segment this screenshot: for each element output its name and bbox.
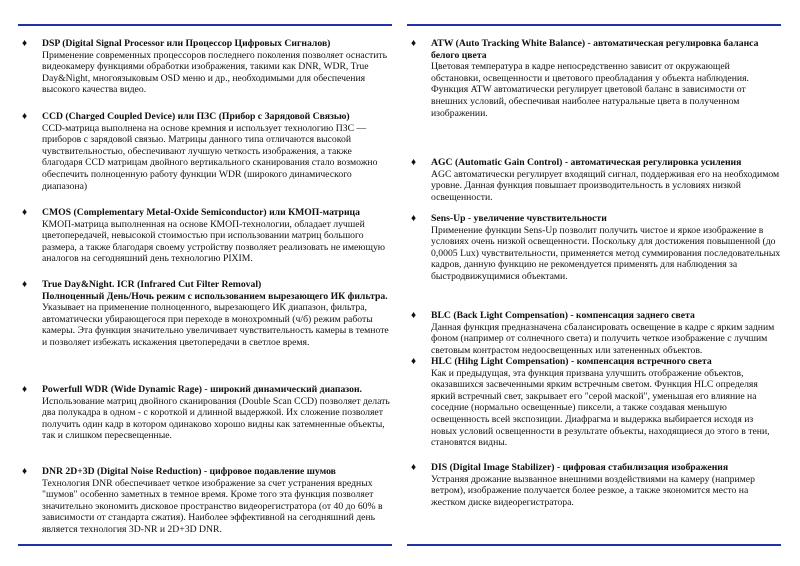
- diamond-bullet-icon: ♦: [411, 310, 417, 321]
- feature-title: DSP (Digital Signal Processor или Процессор Цифровых Сигналов): [42, 38, 331, 49]
- feature-item-true-day-night: [18, 279, 392, 349]
- left-page: [18, 24, 392, 546]
- top-rule: [18, 24, 392, 26]
- feature-title: ATW (Auto Tracking White Balance) - автоматическая регулировка баланса белого цвета: [431, 38, 759, 61]
- diamond-bullet-icon: ♦: [22, 466, 28, 477]
- feature-item-dis: [407, 462, 781, 508]
- feature-title: DIS (Digital Image Stabilizer) - цифровая стабилизация изображения: [431, 462, 729, 473]
- feature-item-dsp: [18, 38, 392, 96]
- feature-title: Sens-Up - увеличение чувствительности: [431, 213, 607, 224]
- feature-description: Технология DNR обеспечивает четкое изображение за счет устранения вредных "шумов" особенно заметных в темное время. Кроме того эта функция позволяет значительно экономить дисковое пространство видеорегистратора (от 40 до 60% в зависимости от стандарта сжатия). Наиболее эффективной на сегодняшний день является технология 3D-NR и 2D+3D DNR.: [42, 477, 383, 535]
- feature-title: Powerfull WDR (Wide Dynamic Rage) - широкий динамический диапазон.: [42, 384, 362, 395]
- feature-title: DNR 2D+3D (Digital Noise Reduction) - цифровое подавление шумов: [42, 466, 336, 477]
- feature-description: Использование матриц двойного сканирования (Double Scan CCD) позволяет делать два полукадра в одном - с короткой и длинной выдержкой. Их сложение позволяет получить один кадр в котором одинаково хорошо видны как затемненные объекты, так и слишком пересвещенные.: [42, 395, 390, 442]
- feature-item-cmos: [18, 207, 392, 265]
- top-rule: [407, 24, 781, 26]
- feature-description: Устраняя дрожание вызванное внешними воздействиями на камеру (например ветром), изображение получается более резкое, а также экономится место на жестком диске видеорегистратора.: [431, 473, 755, 508]
- feature-description: КМОП-матрица выполненная на основе КМОП-технологии, обладает лучшей цветопередачей, невысокой стоимостью при использовании матриц большого размера, а также благодаря своему устройству позволяет реализовать не имеющую аналогов на сегодняшний день технологию PIXIM.: [42, 218, 386, 265]
- diamond-bullet-icon: ♦: [22, 279, 28, 290]
- feature-title: CMOS (Complementary Metal-Oxide Semiconductor) или КМОП-матрица: [42, 207, 360, 218]
- feature-description: Данная функция предназначена сбалансировать освещение в кадре с ярким задним фоном (например от солнечного света) и получить четкое изображение с лучшим световым контрастом недоосвещенных или затененных объектов.: [431, 321, 775, 356]
- diamond-bullet-icon: ♦: [411, 157, 417, 168]
- feature-description: Указывает на применение полноценного, вырезающего ИК диапазон, фильтра, автоматически убирающегося при переходе в монохромный (ч/б) режим работы камеры. Эта функция значительно увеличивает чувствительность камеры в темноте и позволяет избежать искажения цветопередачи в светлое время.: [42, 302, 389, 348]
- feature-item-atw: [407, 38, 781, 119]
- feature-title: BLC (Back Light Compensation) - компенсация заднего света: [431, 310, 695, 321]
- feature-title: AGC (Automatic Gain Control) - автоматическая регулировка усиления: [431, 157, 742, 168]
- feature-item-ccd: [18, 111, 392, 192]
- bottom-rule: [18, 544, 392, 546]
- diamond-bullet-icon: ♦: [411, 213, 417, 224]
- feature-title: HLC (Hihg Light Compensation) - компенсация встречного света: [431, 356, 712, 367]
- feature-item-sens-up: [407, 213, 781, 283]
- diamond-bullet-icon: ♦: [22, 38, 28, 49]
- diamond-bullet-icon: ♦: [22, 111, 28, 122]
- right-page: [407, 24, 781, 546]
- feature-description: AGC автоматически регулирует входящий сигнал, поддерживая его на необходимом уровне. Данная функция повышает производительность в условиях низкой освещенности.: [431, 168, 780, 203]
- feature-description: Применение современных процессоров последнего поколения позволяет оснастить видеокамеру функциями обработки изображения, такими как DNR, WDR, True Day&Night, многоязыковым OSD меню и др., необходимыми для обеспечения высокого качества видео.: [42, 49, 388, 96]
- bottom-rule: [407, 544, 781, 546]
- feature-description: Применение функции Sens-Up позволит получить чистое и яркое изображение в условиях очень низкой освещенности. Поскольку для достижения повышенной (до 0,0005 Lux) чувствительности, применяется метод суммирования последовательных кадров, данную функцию не рекомендуется применять для наблюдения за быстродвижущимися объектами.: [431, 224, 781, 282]
- feature-item-blc: [407, 310, 781, 356]
- feature-item-agc: [407, 157, 781, 203]
- diamond-bullet-icon: ♦: [411, 356, 417, 367]
- feature-description: CCD-матрица выполнена на основе кремния и использует технологию ПЗС — приборов с зарядовой связью. Матрицы данного типа отличаются высокой чувствительностью, обеспечивают лучшую четкость изображения, а также благодаря CCD матрицам двойного вертикального сканирования стало возможно обеспечить полноценную работу функции WDR (широкого динамического диапазона): [42, 122, 378, 192]
- diamond-bullet-icon: ♦: [22, 207, 28, 218]
- diamond-bullet-icon: ♦: [411, 462, 417, 473]
- feature-title: True Day&Night. ICR (Infrared Cut Filter Removal): [42, 279, 262, 290]
- feature-description: Как и предыдущая, эта функция призвана улучшить отображение объектов, оказавшихся засвеченными ярким встречным светом. Функция HLC определяя яркий встречный свет, закрывает его "серой маской", уменьшая его влияние на соседние (нормально освещенные) пиксели, а также создавая меньшую освещенность всей экспозиции. Диафрагма и выдержка выбирается исходя из новых условий освещенности в результате объекты, находящиеся до этого в тени, становятся видны.: [431, 367, 770, 449]
- feature-item-dnr: [18, 466, 392, 536]
- feature-item-hlc: [407, 356, 781, 449]
- feature-subtitle: Полноценный День/Ночь режим с использованием вырезающего ИК фильтра.: [42, 290, 388, 302]
- feature-description: Цветовая температура в кадре непосредственно зависит от окружающей обстановки, освещенности и цветового преобладания у объекта наблюдения. Функция ATW автоматически регулирует цветовой баланс в зависимости от внешних условий, обеспечивая наиболее натуральные цвета в полученном изображении.: [431, 61, 749, 119]
- feature-title: CCD (Charged Coupled Device) или ПЗС (Прибор с Зарядовой Связью): [42, 111, 350, 122]
- diamond-bullet-icon: ♦: [22, 384, 28, 395]
- diamond-bullet-icon: ♦: [411, 38, 417, 49]
- feature-item-wdr: [18, 384, 392, 442]
